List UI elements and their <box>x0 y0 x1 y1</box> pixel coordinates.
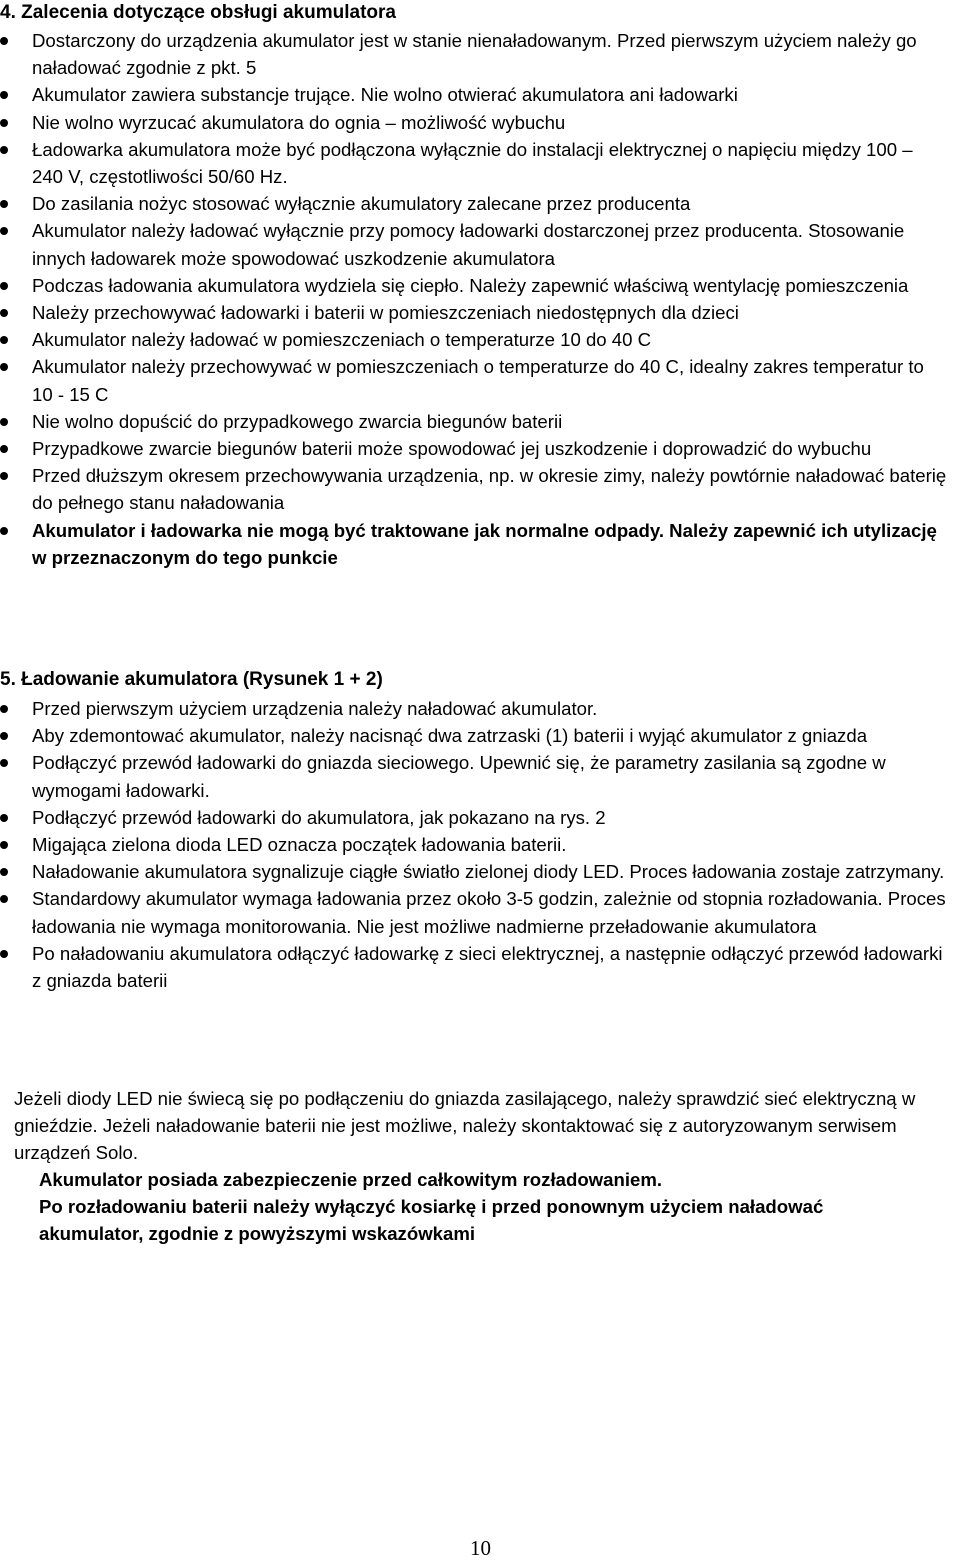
led-troubleshooting-paragraph: Jeżeli diody LED nie świecą się po podłączeniu do gniazda zasilającego, należy sprawdzić sieć elektryczną w gnieździe. Jeżeli naładowanie baterii nie jest możliwe, należy skontaktować się z autoryzowanym serwisem urządzeń Solo. <box>14 1088 916 1164</box>
section-5-list <box>0 695 948 994</box>
list-item <box>0 858 948 885</box>
list-item <box>0 272 948 299</box>
list-item <box>0 940 948 994</box>
section-4-heading: 4. Zalecenia dotyczące obsługi akumulatora <box>0 2 396 23</box>
bullet-icon <box>0 445 8 453</box>
list-item-text: Akumulator należy ładować wyłącznie przy pomocy ładowarki dostarczonej przez producenta. Stosowanie innych ładowarek może spowodować uszkodzenie akumulatora <box>32 220 905 269</box>
bullet-icon <box>0 841 8 849</box>
list-item-text: Przed pierwszym użyciem urządzenia należy naładować akumulator. <box>32 698 598 719</box>
list-item <box>0 326 948 353</box>
list-item-text: Podłączyć przewód ładowarki do gniazda sieciowego. Upewnić się, że parametry zasilania są zgodne w wymogami ładowarki. <box>32 752 886 801</box>
list-item-text: Nie wolno wyrzucać akumulatora do ognia – możliwość wybuchu <box>32 111 566 133</box>
list-item-text: Ładowarka akumulatora może być podłączona wyłącznie do instalacji elektrycznej o napięciu między 100 – 240 V, częstotliwości 50/60 Hz. <box>32 138 913 188</box>
list-item-text: Nie wolno dopuścić do przypadkowego zwarcia biegunów baterii <box>32 410 563 432</box>
list-item <box>0 831 948 858</box>
bullet-icon <box>0 309 8 317</box>
list-item <box>0 136 948 190</box>
bullet-icon <box>0 91 8 99</box>
list-item <box>0 27 948 81</box>
list-item-text: Akumulator należy przechowywać w pomieszczeniach o temperaturze do 40 C, idealny zakres temperatur to 10 - 15 C <box>32 356 924 405</box>
bullet-icon <box>0 363 8 371</box>
list-item-text: Akumulator i ładowarka nie mogą być traktowane jak normalne odpady. Należy zapewnić ich utylizację w przeznaczonym do tego punkcie <box>32 519 937 568</box>
list-item <box>0 804 948 831</box>
list-item-text: Akumulator należy ładować w pomieszczeniach o temperaturze 10 do 40 C <box>32 329 652 351</box>
list-item <box>0 353 948 407</box>
list-item <box>0 408 948 435</box>
bullet-icon <box>0 146 8 154</box>
list-item <box>0 190 948 217</box>
list-item-text: Dostarczony do urządzenia akumulator jest w stanie nienaładowanym. Przed pierwszym użyciem należy go naładować zgodnie z pkt. 5 <box>32 30 917 79</box>
list-item-text: Przed dłuższym okresem przechowywania urządzenia, np. w okresie zimy, należy powtórnie naładować baterię do pełnego stanu naładowania <box>32 465 947 514</box>
list-item-text: Do zasilania nożyc stosować wyłącznie akumulatory zalecane przez producenta <box>32 193 691 215</box>
list-item-text: Należy przechowywać ładowarki i baterii w pomieszczeniach niedostępnych dla dzieci <box>32 302 739 324</box>
list-item <box>0 81 948 108</box>
bullet-icon <box>0 732 8 740</box>
bullet-icon <box>0 868 8 876</box>
list-item <box>0 695 948 722</box>
list-item <box>0 885 948 939</box>
list-item-text: Przypadkowe zwarcie biegunów baterii może spowodować jej uszkodzenie i doprowadzić do wybuchu <box>32 438 872 460</box>
list-item <box>0 462 948 516</box>
list-item-text: Podczas ładowania akumulatora wydziela się ciepło. Należy zapewnić właściwą wentylację pomieszczenia <box>32 274 909 296</box>
bullet-icon <box>0 950 8 958</box>
list-item <box>0 517 948 571</box>
list-item-text: Naładowanie akumulatora sygnalizuje ciągłe światło zielonej diody LED. Proces ładowania zostaje zatrzymany. <box>32 861 945 883</box>
page-number: 10 <box>470 1536 491 1560</box>
list-item <box>0 749 948 803</box>
bullet-icon <box>0 200 8 208</box>
list-item <box>0 435 948 462</box>
list-item-text: Aby zdemontować akumulator, należy nacisnąć dwa zatrzaski (1) baterii i wyjąć akumulator z gniazda <box>32 725 868 747</box>
bullet-icon <box>0 895 8 903</box>
list-item-text: Akumulator zawiera substancje trujące. Nie wolno otwierać akumulatora ani ładowarki <box>32 84 738 106</box>
bullet-icon <box>0 814 8 822</box>
bullet-icon <box>0 282 8 290</box>
bullet-icon <box>0 527 8 535</box>
list-item <box>0 299 948 326</box>
bullet-icon <box>0 227 8 235</box>
discharge-protection-note: Akumulator posiada zabezpieczenie przed całkowitym rozładowaniem. <box>39 1169 663 1190</box>
bullet-icon <box>0 37 8 45</box>
recharge-instruction-note: Po rozładowaniu baterii należy wyłączyć kosiarkę i przed ponownym użyciem naładować akumulator, zgodnie z powyższymi wskazówkami <box>39 1196 824 1245</box>
bullet-icon <box>0 705 8 713</box>
bullet-icon <box>0 119 8 127</box>
list-item <box>0 217 948 271</box>
bullet-icon <box>0 418 8 426</box>
section-5-heading: 5. Ładowanie akumulatora (Rysunek 1 + 2) <box>0 669 383 690</box>
bullet-icon <box>0 759 8 767</box>
list-item-text: Migająca zielona dioda LED oznacza początek ładowania baterii. <box>32 834 567 856</box>
list-item-text: Podłączyć przewód ładowarki do akumulatora, jak pokazano na rys. 2 <box>32 806 606 828</box>
bullet-icon <box>0 472 8 480</box>
list-item-text: Po naładowaniu akumulatora odłączyć ładowarkę z sieci elektrycznej, a następnie odłączyć przewód ładowarki z gniazda baterii <box>32 942 943 992</box>
list-item <box>0 109 948 136</box>
section-4-list <box>0 27 948 571</box>
list-item-text: Standardowy akumulator wymaga ładowania przez około 3-5 godzin, zależnie od stopnia rozładowania. Proces ładowania nie wymaga monitorowania. Nie jest możliwe nadmierne przeładowanie akumulatora <box>32 888 946 937</box>
list-item <box>0 722 948 749</box>
bullet-icon <box>0 336 8 344</box>
